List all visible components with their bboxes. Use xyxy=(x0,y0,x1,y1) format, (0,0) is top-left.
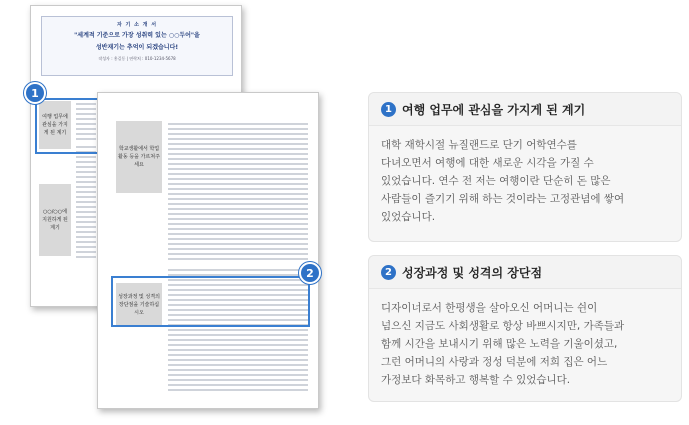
info-panel-1-line: 대학 재학시절 뉴질랜드로 단기 어학연수를 xyxy=(381,139,577,151)
info-panel-2-header xyxy=(369,256,681,289)
resume-page-front xyxy=(97,92,319,409)
resume-header-quote-2: 성반재기는 추억이 되겠습니다! xyxy=(95,44,179,51)
info-panel-2-title: 성장과정 및 성격의 장단점 xyxy=(402,265,543,280)
back-section-label-2: ○○/○○에 지원하게 된 계기 xyxy=(39,184,71,256)
info-panel-2-line: 함께 시간을 보내시기 위해 많은 노력을 기울이셨고, xyxy=(381,338,618,350)
info-panel-2 xyxy=(368,255,682,402)
highlight-box-2 xyxy=(111,276,310,327)
resume-header-quote-1: "세계적 기준으로 가장 성취력 있는 ○○두어"을 xyxy=(74,32,200,39)
info-panel-2-line: 가정보다 화목하고 행복할 수 있었습니다. xyxy=(381,374,571,386)
marker-badge-1: 1 xyxy=(24,82,46,104)
back-section-text-2 xyxy=(76,146,96,261)
info-panel-1-line: 다녀오면서 여행에 대한 새로운 시각을 가질 수 xyxy=(381,157,594,169)
info-panel-2-line: 넘으신 지금도 사회생활로 항상 바쁘시지만, 가족들과 xyxy=(381,320,625,332)
resume-header-banner xyxy=(41,16,233,76)
info-panel-1-body xyxy=(369,126,681,236)
front-section-label-1: 학교생활에서 학업활동 등을 가르쳐주세요 xyxy=(116,121,162,193)
info-panel-2-line: 그런 어머니의 사랑과 정성 덕분에 저희 집은 어느 xyxy=(381,356,608,368)
marker-badge-2: 2 xyxy=(299,262,321,284)
info-panel-2-line: 디자이너로서 한평생을 살아오신 어머니는 쉰이 xyxy=(381,302,598,314)
info-panel-1 xyxy=(368,92,682,242)
info-panel-2-number: 2 xyxy=(381,265,396,280)
resume-header-info: 작성자 : 홍길동 | 연락처 : 010-1234-5678 xyxy=(98,56,176,61)
info-panel-1-line: 사람들이 즐기기 위해 하는 것이라는 고정관념에 쌓여 xyxy=(381,193,625,205)
front-section-label-2: 성장과정 및 성격의 장단점을 기술하십시오 xyxy=(116,283,162,327)
info-panel-1-line: 있었습니다. xyxy=(381,211,436,223)
info-panel-2-body xyxy=(369,289,681,399)
info-panel-1-number: 1 xyxy=(381,102,396,117)
info-panel-1-header xyxy=(369,93,681,126)
info-panel-1-title: 여행 업무에 관심을 가지게 된 계기 xyxy=(402,102,586,117)
front-section-text-1 xyxy=(168,123,308,263)
info-panel-1-line: 있었습니다. 연수 전 저는 여행이란 단순히 돈 많은 xyxy=(381,175,611,187)
resume-header-label: 자 기 소 개 서 xyxy=(116,22,158,28)
highlight-box-1 xyxy=(35,98,103,154)
back-section-label-1: 여행 업무에 관심을 가지게 된 계기 xyxy=(39,101,71,149)
